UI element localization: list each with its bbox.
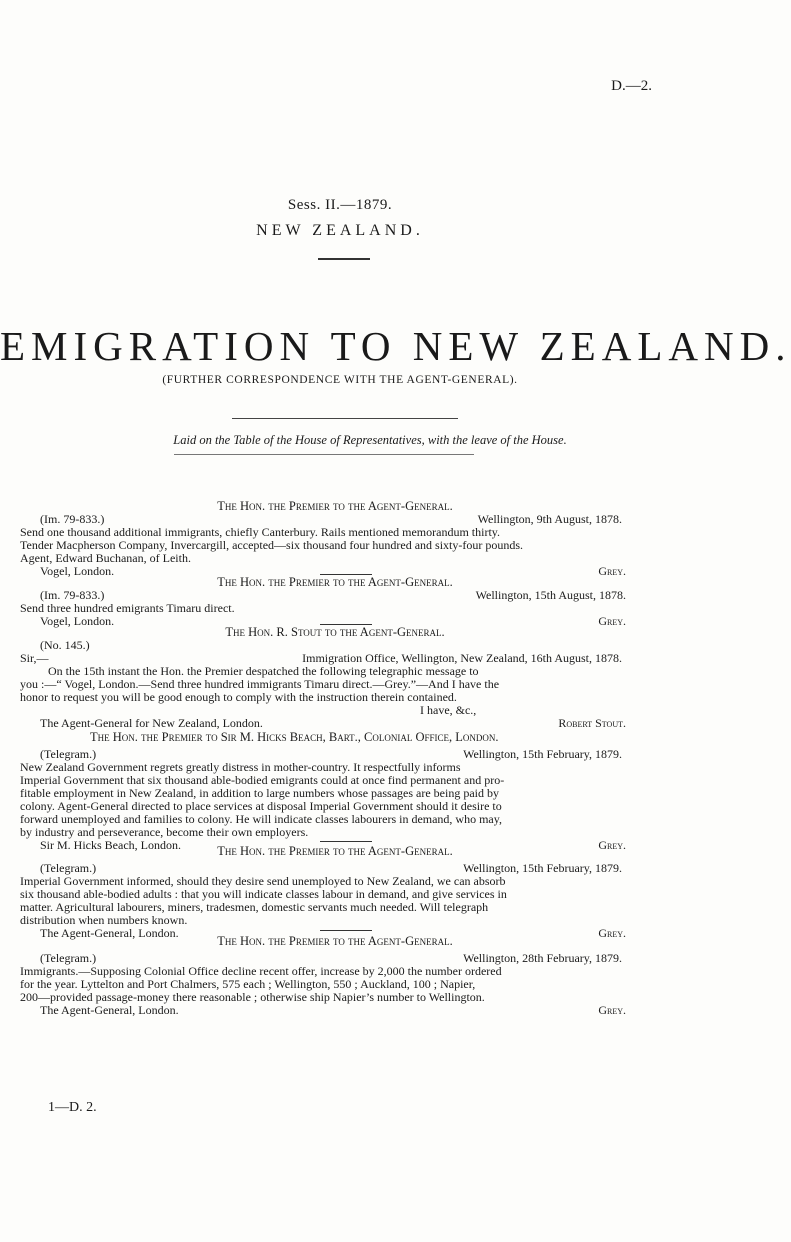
letter-body-line: Imperial Government that six thousand able-bodied emigrants could at once find permanent and pro- [20, 773, 505, 787]
letter-body-line: 200—provided passage-money there reasonable ; otherwise ship Napier’s number to Wellington. [20, 990, 485, 1004]
letter-body-line: Agent, Edward Buchanan, of Leith. [20, 551, 191, 565]
letter-heading: The Hon. the Premier to the Agent-General. [217, 575, 453, 589]
ref-date-row [20, 513, 650, 526]
letter-place-date: Immigration Office, Wellington, New Zealand, 16th August, 1878. [302, 651, 622, 665]
letter-signature: Grey. [598, 564, 626, 578]
letter-ref: (Telegram.) [40, 747, 97, 761]
letter-salutation: Sir,— [20, 651, 49, 665]
letter-ref: (Im. 79-833.) [40, 512, 105, 526]
salutation-row [20, 652, 650, 665]
page-reference: D.—2. [611, 78, 652, 94]
letter-body-line: Send three hundred emigrants Timaru direct. [20, 601, 235, 615]
divider [174, 454, 474, 455]
letter-heading: The Hon. R. Stout to the Agent-General. [225, 625, 445, 639]
letter-body-line: for the year. Lyttelton and Port Chalmers, 575 each ; Wellington, 550 ; Auckland, 100 ; Napier, [20, 977, 476, 991]
letter-body-line: Immigrants.—Supposing Colonial Office decline recent offer, increase by 2,000 the number ordered [20, 964, 502, 978]
addressee-row [20, 717, 650, 730]
letter-body-line: you :—“ Vogel, London.—Send three hundred immigrants Timaru direct.—Grey.”—And I have the [20, 677, 500, 691]
letter-signature: Grey. [598, 614, 626, 628]
letter-body-line: matter. Agricultural labourers, miners, tradesmen, domestic servants much needed. Will telegraph [20, 900, 489, 914]
letter-addressee: The Agent-General, London. [40, 1003, 179, 1017]
letter-signature: Robert Stout. [558, 716, 626, 730]
letter-body-line: colony. Agent-General directed to place services at disposal Imperial Government should it desire to [20, 799, 502, 813]
letter-place-date: Wellington, 15th February, 1879. [463, 747, 622, 761]
letter-addressee: Vogel, London. [40, 564, 115, 578]
letter-signature: Grey. [598, 926, 626, 940]
letter-2 [20, 576, 650, 628]
divider [320, 930, 372, 931]
document-title: EMIGRATION TO NEW ZEALAND. [0, 323, 791, 369]
letter-body-line: six thousand able-bodied adults : that you will indicate classes labour in demand, and give services in [20, 887, 507, 901]
letter-heading: The Hon. the Premier to the Agent-General. [217, 844, 453, 858]
letter-body-line: On the 15th instant the Hon. the Premier despatched the following telegraphic message to [48, 664, 479, 678]
letter-heading: The Hon. the Premier to Sir M. Hicks Beach, Bart., Colonial Office, London. [90, 730, 499, 744]
letter-ref: (Telegram.) [40, 951, 97, 965]
letter-body-line: distribution when numbers known. [20, 913, 188, 927]
letter-body-line: Tender Macpherson Company, Invercargill, accepted—six thousand four hundred and sixty-four pounds. [20, 538, 524, 552]
laid-on-table-note: Laid on the Table of the House of Representatives, with the leave of the House. [173, 433, 567, 447]
letter-3 [20, 626, 650, 730]
letter-body-line: Send one thousand additional immigrants, chiefly Canterbury. Rails mentioned memorandum thirty. [20, 525, 501, 539]
letter-signature: Grey. [598, 838, 626, 852]
letter-addressee: Sir M. Hicks Beach, London. [40, 838, 181, 852]
letter-place-date: Wellington, 9th August, 1878. [477, 512, 622, 526]
letter-addressee: Vogel, London. [40, 614, 115, 628]
divider [320, 841, 372, 842]
letter-closing: I have, &c., [420, 703, 477, 717]
letter-6 [20, 935, 650, 1017]
letter-ref: (Telegram.) [40, 861, 97, 875]
letter-place-date: Wellington, 15th February, 1879. [463, 861, 622, 875]
letter-signature: Grey. [598, 1003, 626, 1017]
letter-body-line: fitable employment in New Zealand, in addition to large numbers whose passages are being paid by [20, 786, 499, 800]
addressee-row [20, 1004, 650, 1017]
letter-body-line: forward unemployed and families to colony. He will indicate classes labourers in demand, who may, [20, 812, 502, 826]
letter-body-line: honor to request you will be good enough to comply with the instruction therein contained. [20, 690, 457, 704]
ref-date-row [20, 748, 650, 761]
letter-place-date: Wellington, 28th February, 1879. [463, 951, 622, 965]
session-line: Sess. II.—1879. [287, 197, 393, 213]
page-footer: 1—D. 2. [48, 1100, 97, 1115]
ref-date-row [20, 952, 650, 965]
letter-body-line: New Zealand Government regrets greatly distress in mother-country. It respectfully informs [20, 760, 461, 774]
divider [318, 258, 370, 260]
letter-addressee: The Agent-General, London. [40, 926, 179, 940]
letter-4 [20, 731, 650, 852]
divider [232, 418, 458, 419]
letter-ref: (No. 145.) [40, 638, 90, 652]
letter-1 [20, 500, 650, 578]
letter-ref: (Im. 79-833.) [40, 588, 105, 602]
letter-heading: The Hon. the Premier to the Agent-General. [217, 499, 453, 513]
letter-heading: The Hon. the Premier to the Agent-General. [217, 934, 453, 948]
country-line: NEW ZEALAND. [256, 222, 424, 239]
letter-5 [20, 845, 650, 940]
document-subtitle: (FURTHER CORRESPONDENCE WITH THE AGENT-GENERAL). [162, 374, 518, 386]
letter-body-line: by industry and perseverance, become their own employers. [20, 825, 309, 839]
ref-date-row [20, 589, 650, 602]
letter-addressee: The Agent-General for New Zealand, London. [40, 716, 263, 730]
letter-place-date: Wellington, 15th August, 1878. [475, 588, 626, 602]
ref-date-row [20, 862, 650, 875]
letter-body-line: Imperial Government informed, should they desire send unemployed to New Zealand, we can absorb [20, 874, 506, 888]
